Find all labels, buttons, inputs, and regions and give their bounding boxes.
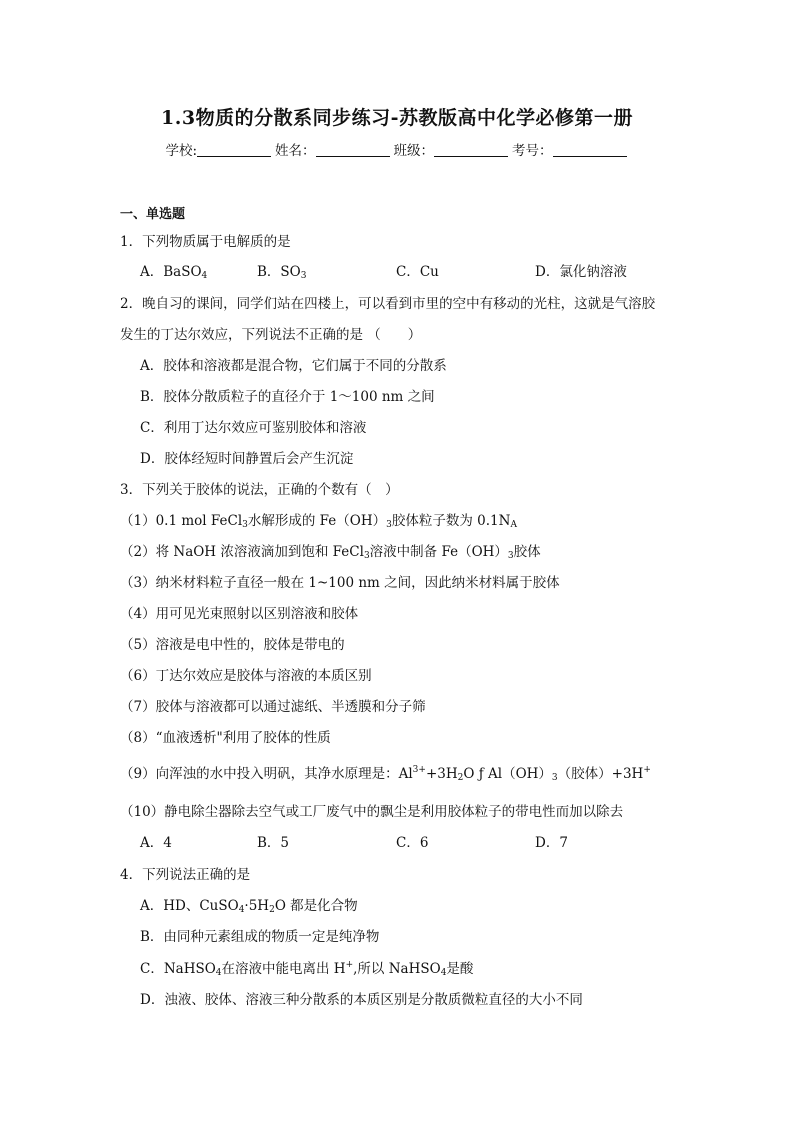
q3-s1-sub: 3 bbox=[386, 520, 392, 530]
q3-statement-9 bbox=[120, 762, 651, 782]
section-heading: 一、单选题 bbox=[120, 207, 186, 222]
q1-option-a-sub: 4 bbox=[201, 271, 208, 281]
q4-option-b[interactable]: B．由同种元素组成的物质一定是纯净物 bbox=[140, 929, 380, 945]
q1-option-c[interactable]: C．Cu bbox=[396, 264, 439, 280]
q3-s2-part: （2）将 NaOH 浓溶液滴加到饱和 FeCl bbox=[120, 544, 364, 560]
q3-s1-sub: A bbox=[510, 520, 517, 530]
q4-option-a[interactable] bbox=[140, 894, 358, 914]
q2-option-a[interactable]: A．胶体和溶液都是混合物，它们属于不同的分散系 bbox=[140, 358, 447, 374]
q3-s9-sup: 3+ bbox=[412, 765, 426, 775]
question-2-stem-line1: 2．晚自习的课间，同学们站在四楼上，可以看到市里的空中有移动的光柱，这就是气溶胶 bbox=[120, 296, 656, 312]
q3-statement-10: （10）静电除尘器除去空气或工厂废气中的飘尘是利用胶体粒子的带电性而加以除去 bbox=[120, 804, 624, 820]
q1-option-a-text: A．BaSO bbox=[140, 264, 202, 280]
q3-s2-sub: 3 bbox=[363, 551, 370, 561]
school-label: 学校: bbox=[165, 143, 198, 159]
q4-c-sub: 4 bbox=[215, 968, 222, 978]
q3-s2-part: 溶液中制备 Fe（OH） bbox=[369, 544, 508, 560]
q3-option-c[interactable]: C．6 bbox=[396, 835, 429, 851]
q4-c-sup: + bbox=[345, 960, 354, 970]
q3-s2-sub: 3 bbox=[507, 551, 514, 561]
q3-s1-part: （1）0.1 mol FeCl bbox=[120, 513, 243, 529]
q3-statement-1 bbox=[120, 509, 517, 529]
q4-a-sub: 2 bbox=[269, 905, 275, 915]
q3-statement-2 bbox=[120, 540, 541, 560]
q4-c-part: 在溶液中能电离出 H bbox=[221, 961, 346, 977]
q3-s9-sub: 3 bbox=[551, 773, 558, 783]
q3-s9-sub: 2 bbox=[457, 773, 464, 783]
q4-a-part: A．HD、CuSO bbox=[140, 898, 239, 914]
q2-option-c[interactable]: C．利用丁达尔效应可鉴别胶体和溶液 bbox=[140, 420, 367, 436]
q4-option-d[interactable]: D．浊液、胶体、溶液三种分散系的本质区别是分散质微粒直径的大小不同 bbox=[140, 992, 583, 1008]
class-blank[interactable] bbox=[434, 142, 508, 157]
q3-statement-7: （7）胶体与溶液都可以通过滤纸、半透膜和分子筛 bbox=[120, 699, 426, 715]
q1-option-b-text: B．SO bbox=[257, 264, 301, 280]
q1-option-a[interactable] bbox=[140, 260, 207, 280]
question-3-stem: 3．下列关于胶体的说法，正确的个数有（ ） bbox=[120, 482, 399, 498]
question-1-stem: 1．下列物质属于电解质的是 bbox=[120, 234, 291, 250]
q3-statement-5: （5）溶液是电中性的，胶体是带电的 bbox=[120, 637, 345, 653]
q3-statement-4: （4）用可见光束照射以区别溶液和胶体 bbox=[120, 606, 359, 622]
name-blank[interactable] bbox=[316, 142, 390, 157]
q2-option-b[interactable]: B．胶体分散质粒子的直径介于 1～100 nm 之间 bbox=[140, 389, 435, 405]
q4-c-part: 是酸 bbox=[446, 961, 474, 977]
q3-s1-part: 胶体粒子数为 0.1N bbox=[391, 513, 511, 529]
page-title: 1.3物质的分散系同步练习-苏教版高中化学必修第一册 bbox=[161, 107, 633, 129]
q4-c-part: C．NaHSO bbox=[140, 961, 216, 977]
q1-option-b-sub: 3 bbox=[300, 271, 307, 281]
q3-s9-part: +3H bbox=[425, 766, 458, 782]
q3-s2-part: 胶体 bbox=[513, 544, 541, 560]
q4-c-part: ,所以 NaHSO bbox=[353, 961, 441, 977]
question-4-stem: 4．下列说法正确的是 bbox=[120, 867, 251, 883]
q3-s1-sub: 3 bbox=[242, 520, 248, 530]
q4-c-sub: 4 bbox=[440, 968, 447, 978]
q3-s9-part: （9）向浑浊的水中投入明矾，其净水原理是：Al bbox=[120, 766, 413, 782]
q3-option-b[interactable]: B．5 bbox=[257, 835, 290, 851]
q3-statement-6: （6）丁达尔效应是胶体与溶液的本质区别 bbox=[120, 668, 372, 684]
question-2-stem-line2: 发生的丁达尔效应，下列说法不正确的是 （ ） bbox=[120, 327, 422, 343]
q4-a-part: O 都是化合物 bbox=[274, 898, 358, 914]
q3-s1-part: 水解形成的 Fe（OH） bbox=[247, 513, 387, 529]
class-label: 班级： bbox=[393, 143, 435, 159]
number-label: 考号： bbox=[512, 143, 553, 159]
student-info-row bbox=[0, 139, 794, 159]
q3-s9-sup: + bbox=[643, 765, 651, 775]
q4-a-sub: 4 bbox=[238, 905, 245, 915]
name-label: 姓名： bbox=[275, 143, 316, 159]
q4-option-c[interactable] bbox=[140, 957, 473, 977]
q1-option-d[interactable]: D．氯化钠溶液 bbox=[535, 264, 627, 280]
q3-statement-8: （8）“血液透析"利用了胶体的性质 bbox=[120, 730, 331, 746]
school-blank[interactable] bbox=[197, 142, 271, 157]
q1-option-b[interactable] bbox=[257, 260, 306, 280]
q2-option-d[interactable]: D．胶体经短时间静置后会产生沉淀 bbox=[140, 451, 354, 467]
q3-option-a[interactable]: A．4 bbox=[140, 835, 172, 851]
q3-s9-part: O ƒ Al（OH） bbox=[463, 766, 552, 782]
q3-s9-part: （胶体）+3H bbox=[557, 766, 644, 782]
number-blank[interactable] bbox=[553, 142, 627, 157]
q4-a-part: ·5H bbox=[244, 898, 270, 914]
q3-statement-3: （3）纳米材料粒子直径一般在 1~100 nm 之间，因此纳米材料属于胶体 bbox=[120, 575, 560, 591]
q3-option-d[interactable]: D．7 bbox=[535, 835, 568, 851]
